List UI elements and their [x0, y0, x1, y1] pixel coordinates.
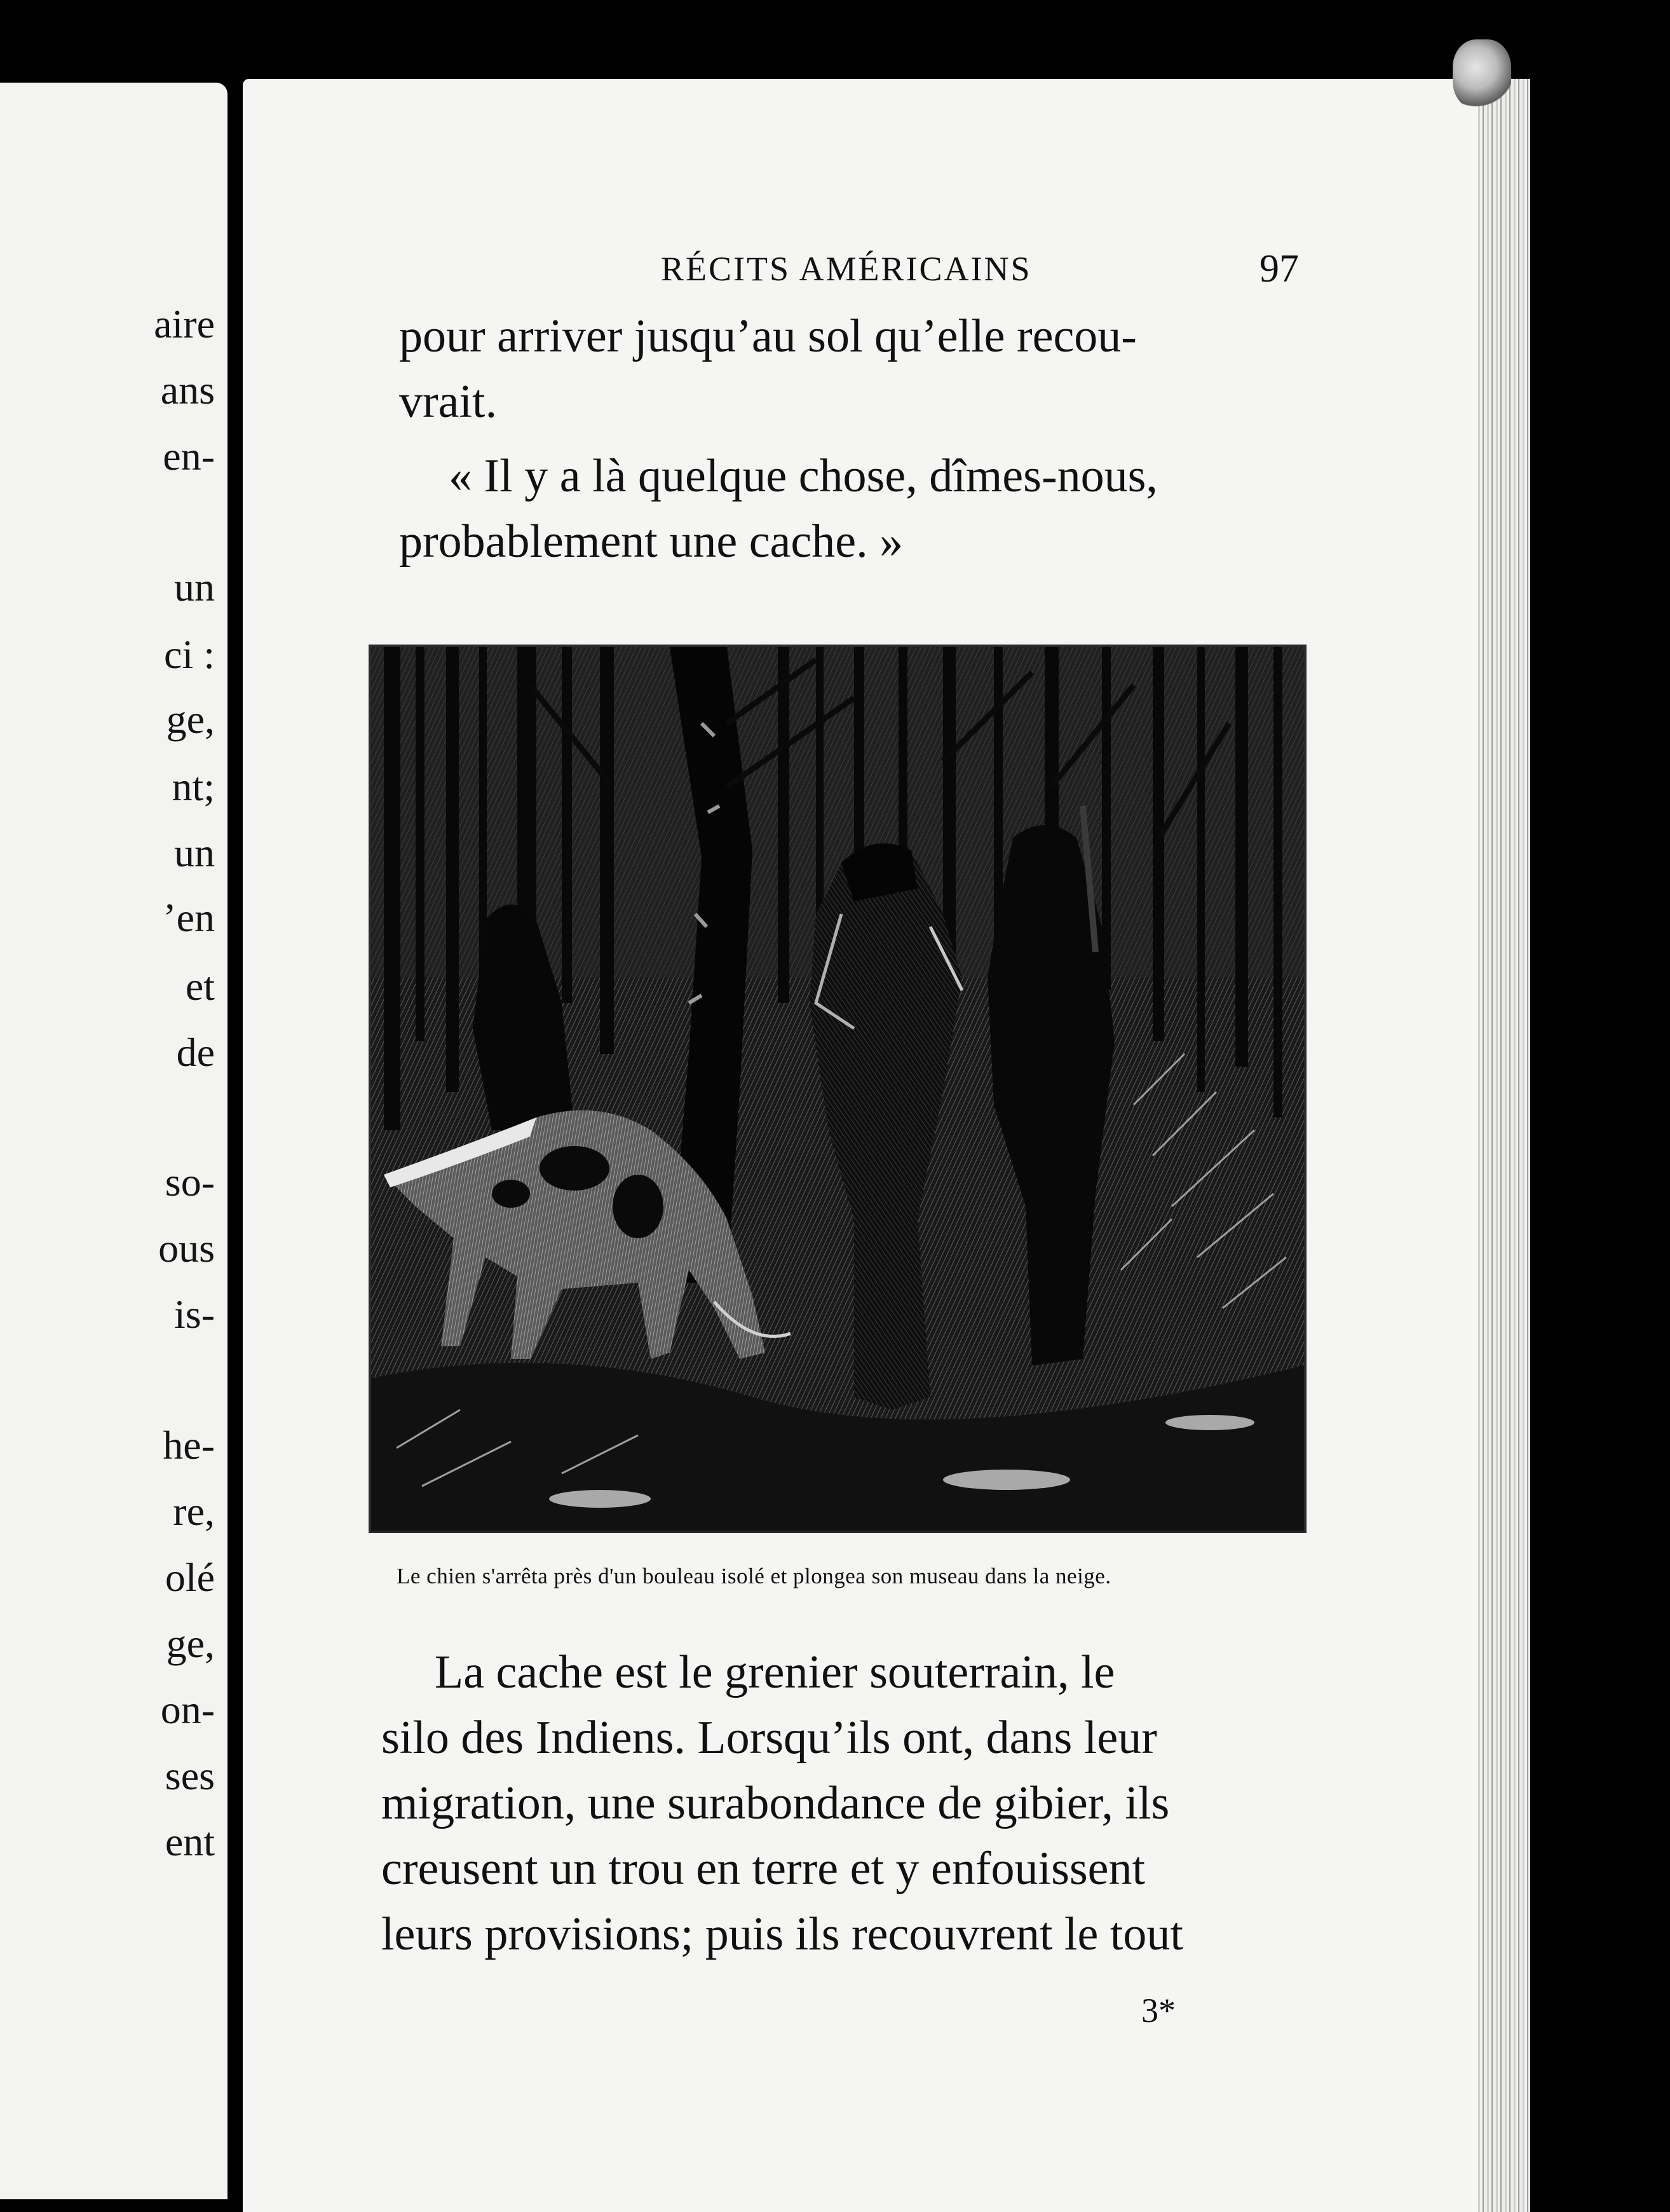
text-line: migration, une surabondance de gibier, ils	[381, 1777, 1170, 1829]
left-page-line: ans	[160, 367, 215, 413]
left-page-line: re,	[173, 1489, 215, 1534]
illustration-caption: Le chien s'arrêta près d'un bouleau isolé et plongea son museau dans la neige.	[397, 1564, 1111, 1588]
paragraph-continuation	[399, 304, 1137, 435]
text-line: « Il y a là quelque chose, dîmes-nous,	[449, 450, 1158, 502]
left-page-line: ent	[165, 1819, 215, 1864]
left-page-line: un	[174, 830, 215, 875]
left-page-line: olé	[165, 1555, 215, 1600]
left-page-line: nt;	[172, 764, 215, 809]
text-line: leurs provisions; puis ils recouvrent le tout	[381, 1908, 1183, 1960]
engraving-illustration	[369, 645, 1307, 1533]
page-edges	[1478, 79, 1530, 2212]
text-line: silo des Indiens. Lorsqu’ils ont, dans leur	[381, 1712, 1157, 1764]
left-page-line: he-	[163, 1423, 215, 1468]
page-number: 97	[1259, 247, 1299, 290]
left-page-line: de	[176, 1030, 215, 1075]
text-line: probablement une cache. »	[399, 515, 904, 568]
left-page-line: so-	[165, 1159, 215, 1205]
book-page	[243, 79, 1530, 2212]
left-page-line: ge,	[166, 1621, 215, 1666]
text-line: creusent un trou en terre et y enfouissent	[381, 1843, 1146, 1895]
previous-page-fragment	[0, 83, 227, 2199]
left-page-line: un	[174, 564, 215, 610]
left-page-line: aire	[154, 301, 215, 346]
left-page-line: ous	[158, 1225, 215, 1271]
library-stamp	[1453, 39, 1511, 109]
left-page-line: ci :	[164, 632, 215, 677]
running-title: RÉCITS AMÉRICAINS	[661, 250, 1032, 288]
text-line: pour arriver jusqu’au sol qu’elle recou-	[399, 310, 1137, 362]
text-line: La cache est le grenier souterrain, le	[435, 1646, 1115, 1698]
left-page-line: on-	[160, 1687, 215, 1732]
text-line: vrait.	[399, 376, 498, 428]
left-page-line: is-	[174, 1292, 215, 1337]
signature-mark: 3*	[1141, 1991, 1176, 2030]
running-header	[243, 238, 1530, 289]
left-page-line: ’en	[163, 895, 215, 940]
paragraph-quote	[399, 444, 1158, 575]
forest-scene-engraving	[371, 647, 1304, 1531]
left-page-line: ge,	[166, 697, 215, 742]
left-page-line: et	[185, 964, 215, 1009]
left-page-line: ses	[165, 1753, 215, 1798]
left-page-line: en-	[163, 434, 215, 479]
paragraph-body	[381, 1640, 1183, 1967]
